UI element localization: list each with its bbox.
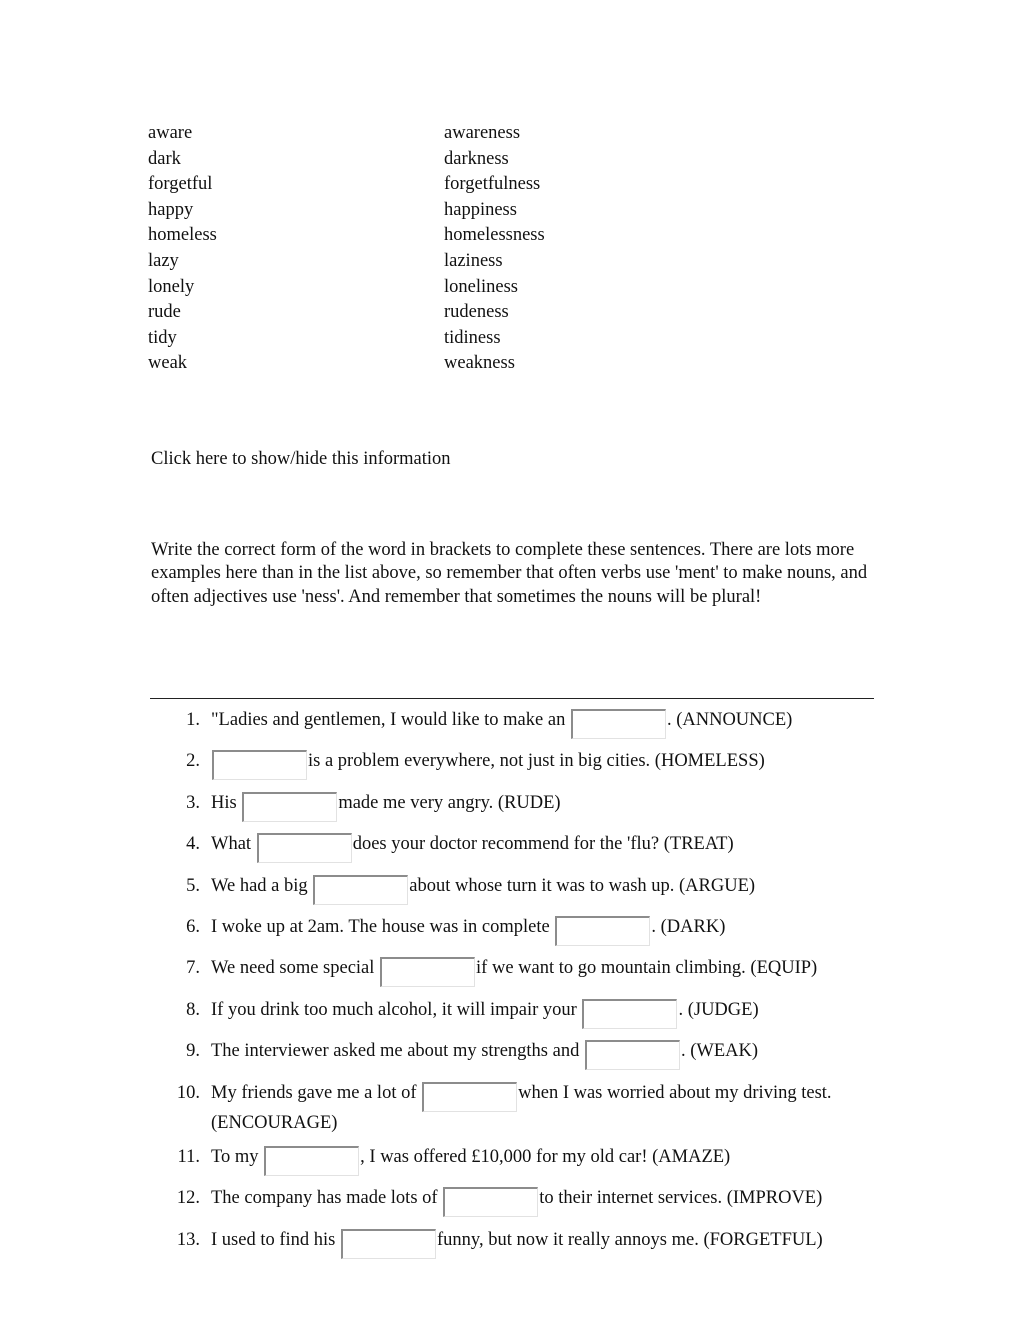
exercise-item xyxy=(150,750,880,780)
sentence-end: if we want to go mountain climbing. (EQUIP) xyxy=(476,958,818,979)
show-hide-toggle-link[interactable]: Click here to show/hide this information xyxy=(151,449,451,469)
noun: loneliness xyxy=(444,276,518,297)
noun: rudeness xyxy=(444,302,509,323)
sentence-end: . (WEAK) xyxy=(680,1041,759,1062)
word-pair-row xyxy=(148,223,648,249)
sentence-end: is a problem everywhere, not just in big cities. (HOMELESS) xyxy=(308,751,765,772)
sentence-end: funny, but now it really annoys me. (FORGETFUL) xyxy=(436,1229,823,1250)
adjective: forgetful xyxy=(148,174,213,195)
word-pairs-table xyxy=(148,121,648,377)
instructions-text: Write the correct form of the word in brackets to complete these sentences. There are lots more examples here than in the list above, so remember that often verbs use 'ment' to make nouns, and often adjectives use 'ness'. And remember that sometimes the nouns will be plural! xyxy=(151,540,868,607)
answer-input[interactable] xyxy=(380,957,475,987)
sentence-start: I woke up at 2am. The house was in complete xyxy=(211,916,550,937)
adjective: lazy xyxy=(148,250,179,271)
answer-input[interactable] xyxy=(313,875,408,905)
answer-input[interactable] xyxy=(443,1187,538,1217)
exercise-item xyxy=(150,1187,880,1217)
noun: forgetfulness xyxy=(444,174,541,195)
sentence-start: We need some special xyxy=(211,958,375,979)
word-pair-row xyxy=(148,172,648,198)
exercise-item xyxy=(150,916,880,946)
word-pair-row xyxy=(148,198,648,224)
sentence-start: The company has made lots of xyxy=(211,1188,438,1209)
noun: happiness xyxy=(444,199,517,220)
word-pair-row xyxy=(148,275,648,301)
adjective: lonely xyxy=(148,276,195,297)
word-pair-row xyxy=(148,249,648,275)
answer-input[interactable] xyxy=(212,750,307,780)
noun: awareness xyxy=(444,123,521,143)
answer-input[interactable] xyxy=(585,1040,680,1070)
word-pair-row xyxy=(148,300,648,326)
sentence-end: . (DARK) xyxy=(651,916,726,937)
adjective: tidy xyxy=(148,327,177,348)
item-number: 13. xyxy=(176,1229,200,1250)
sentence-start: I used to find his xyxy=(211,1229,336,1250)
adjective: homeless xyxy=(148,225,217,246)
adjective: weak xyxy=(148,353,188,374)
item-number: 8. xyxy=(186,999,200,1020)
exercise-item xyxy=(150,1229,880,1259)
sentence-start: The interviewer asked me about my strengths and xyxy=(211,1041,580,1062)
exercise-item xyxy=(150,1082,880,1135)
noun: homelessness xyxy=(444,225,545,246)
word-pair-row xyxy=(148,147,648,173)
sentence-start: To my xyxy=(211,1146,259,1167)
item-number: 7. xyxy=(186,958,200,979)
noun: laziness xyxy=(444,250,503,271)
answer-input[interactable] xyxy=(555,916,650,946)
adjective: happy xyxy=(148,199,194,220)
exercise-item xyxy=(150,1146,880,1176)
answer-input[interactable] xyxy=(571,709,666,739)
noun: weakness xyxy=(444,353,515,374)
item-number: 10. xyxy=(176,1082,200,1103)
sentence-end: . (ANNOUNCE) xyxy=(666,710,793,730)
sentence-start: What xyxy=(211,834,252,855)
item-number: 9. xyxy=(186,1041,200,1062)
answer-input[interactable] xyxy=(422,1082,517,1112)
exercise-item xyxy=(150,792,880,822)
sentence-end: made me very angry. (RUDE) xyxy=(338,792,561,813)
adjective: aware xyxy=(148,123,193,143)
sentence-start: "Ladies and gentlemen, I would like to make an xyxy=(211,710,566,730)
sentence-start: If you drink too much alcohol, it will impair your xyxy=(211,999,577,1020)
answer-input[interactable] xyxy=(257,833,352,863)
noun: darkness xyxy=(444,148,509,169)
item-number: 11. xyxy=(177,1146,200,1167)
divider xyxy=(150,698,874,699)
sentence-start: We had a big xyxy=(211,875,308,896)
answer-input[interactable] xyxy=(264,1146,359,1176)
exercise-list xyxy=(150,709,880,1270)
adjective: dark xyxy=(148,148,181,169)
item-number: 3. xyxy=(186,792,200,813)
item-number: 4. xyxy=(186,834,200,855)
answer-input[interactable] xyxy=(242,792,337,822)
item-number: 2. xyxy=(186,751,200,772)
word-pair-row xyxy=(148,351,648,377)
item-number: 6. xyxy=(186,916,200,937)
sentence-end: does your doctor recommend for the 'flu? (TREAT) xyxy=(352,834,734,855)
exercise-item xyxy=(150,709,880,739)
noun: tidiness xyxy=(444,327,501,348)
word-pair-row xyxy=(148,121,648,147)
answer-input[interactable] xyxy=(582,999,677,1029)
item-number: 12. xyxy=(176,1188,200,1209)
item-number: 5. xyxy=(186,875,200,896)
exercise-item xyxy=(150,1040,880,1070)
item-number: 1. xyxy=(186,710,200,730)
word-pair-row xyxy=(148,326,648,352)
sentence-end: when I was worried about my driving test. (ENCOURAGE) xyxy=(211,1082,832,1133)
sentence-start: His xyxy=(211,792,237,813)
sentence-end: . (JUDGE) xyxy=(678,999,759,1020)
sentence-end: about whose turn it was to wash up. (ARGUE) xyxy=(409,875,756,896)
adjective: rude xyxy=(148,302,181,323)
sentence-end: , I was offered £10,000 for my old car! (AMAZE) xyxy=(360,1146,731,1167)
exercise-item xyxy=(150,875,880,905)
exercise-item xyxy=(150,999,880,1029)
exercise-item xyxy=(150,957,880,987)
sentence-end: to their internet services. (IMPROVE) xyxy=(539,1188,823,1209)
answer-input[interactable] xyxy=(341,1229,436,1259)
exercise-item xyxy=(150,833,880,863)
sentence-start: My friends gave me a lot of xyxy=(211,1082,417,1103)
